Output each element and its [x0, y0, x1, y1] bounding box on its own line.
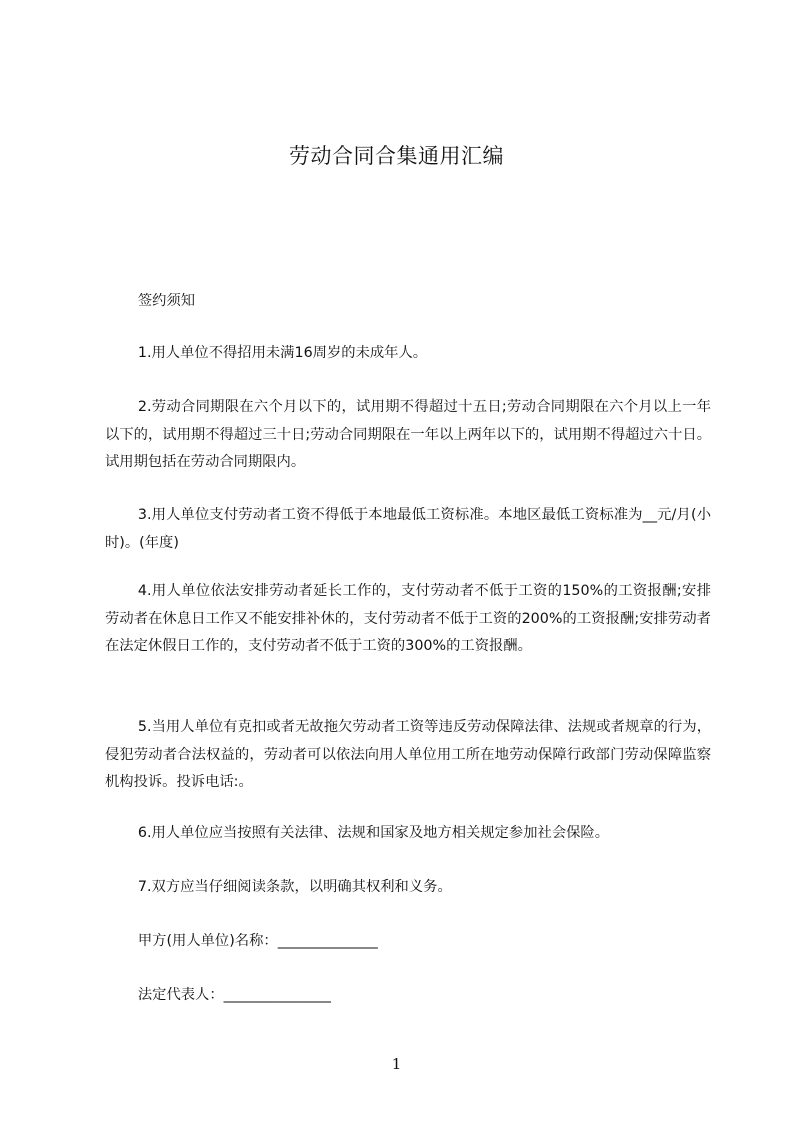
document-title: 劳动合同合集通用汇编: [289, 144, 504, 168]
page-number: 1: [391, 1055, 402, 1073]
legal-representative-line: 法定代表人：_______________: [137, 987, 331, 1003]
section-heading: 签约须知: [137, 293, 196, 309]
notice-item-4: 4.用人单位依法安排劳动者延长工作的，支付劳动者不低于工资的150%的工资报酬;安排劳动者在休息日工作又不能安排补休的，支付劳动者不低于工资的200%的工资报酬;安排劳动者在法定休假日工作的，支付劳动者不低于工资的300%的工资报酬。: [105, 583, 711, 654]
notice-item-7: 7.双方应当仔细阅读条款，以明确其权利和义务。: [137, 879, 452, 895]
notice-item-6: 6.用人单位应当按照有关法律、法规和国家及地方相关规定参加社会保险。: [137, 825, 610, 841]
notice-item-5: 5.当用人单位有克扣或者无故拖欠劳动者工资等违反劳动保障法律、法规或者规章的行为，侵犯劳动者合法权益的，劳动者可以依法向用人单位用工所在地劳动保障行政部门劳动保障监察机构投诉。投诉电话:。: [105, 719, 711, 790]
notice-item-3: 3.用人单位支付劳动者工资不得低于本地最低工资标准。本地区最低工资标准为__元/月(小时)。(年度): [105, 507, 711, 551]
notice-item-1: 1.用人单位不得招用未满16周岁的未成年人。: [137, 345, 428, 361]
notice-item-2: 2.劳动合同期限在六个月以下的，试用期不得超过十五日;劳动合同期限在六个月以上一年以下的，试用期不得超过三十日;劳动合同期限在一年以上两年以下的，试用期不得超过六十日。试用期包括在劳动合同期限内。: [105, 399, 711, 470]
employer-name-line: 甲方(用人单位)名称：______________: [137, 933, 378, 949]
